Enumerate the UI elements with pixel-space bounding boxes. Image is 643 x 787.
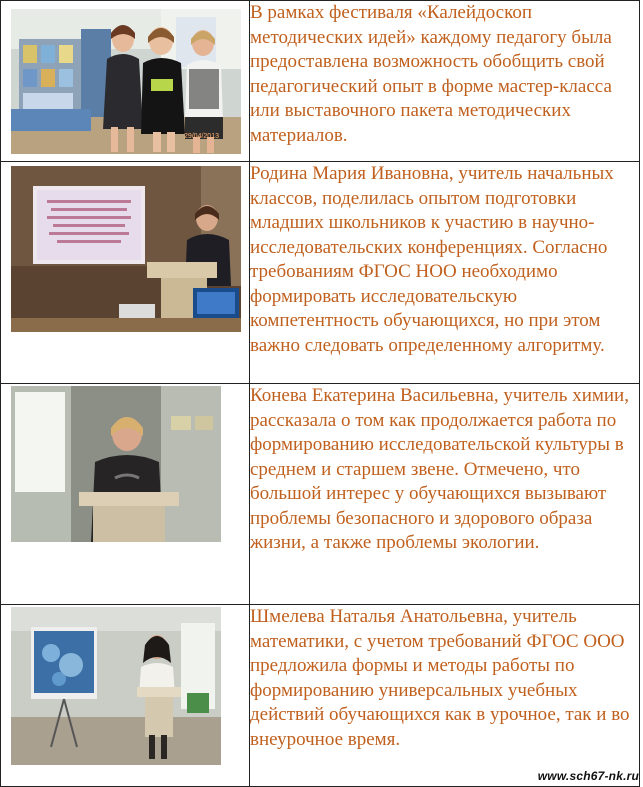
- description-cell: Шмелева Наталья Анатольевна, учитель математики, с учетом требований ФГОС ООО предложила формы и методы работы по формированию универсальных учебных действий обучающихся как в урочное, так и во внеурочное время.: [250, 605, 640, 787]
- photo-shmeleva-presentation: [11, 607, 221, 765]
- description-cell: В рамках фестиваля «Калейдоскоп методических идей» каждому педагогу была предоставлена возможность обобщить свой педагогический опыт в форме мастер-класса или выставочного пакета методических материалов.: [250, 1, 640, 162]
- description-cell: Конева Екатерина Васильевна, учитель химии, рассказала о том как продолжается работа по формированию исследовательской культуры в среднем и старшем звене. Отмечено, что большой интерес у обучающихся вызывают проблемы безопасного и здорового образа жизни, а также проблемы экологии.: [250, 384, 640, 605]
- description-cell: Родина Мария Ивановна, учитель начальных классов, поделилась опытом подготовки младших школьников к участию в научно-исследовательских конференциях. Согласно требованиям ФГОС НОО необходимо формировать исследовательскую компетентность обучающихся, но при этом важно следовать определенному алгоритму.: [250, 162, 640, 384]
- table-row: [1, 384, 640, 605]
- photo-cell: [1, 1, 250, 162]
- photo-koneva-speech: [11, 386, 221, 542]
- table-row: [1, 1, 640, 162]
- table-row: [1, 605, 640, 787]
- photo-cell: [1, 162, 250, 384]
- photo-rodina-presentation: [11, 166, 241, 332]
- photo-cell: [1, 605, 250, 787]
- photo-cell: [1, 384, 250, 605]
- photo-date-stamp: 29/04/2013: [183, 133, 219, 140]
- photo-festival-teachers: [11, 9, 241, 154]
- site-watermark: www.sch67-nk.ru: [537, 769, 639, 783]
- table-row: [1, 162, 640, 384]
